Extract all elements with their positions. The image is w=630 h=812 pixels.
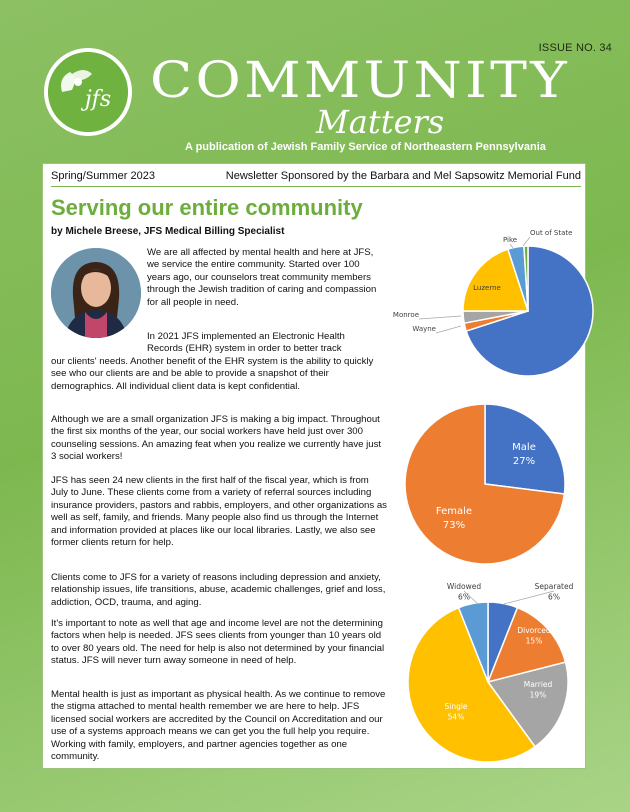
marital-status-pie-chart [378,569,583,764]
season-label: Spring/Summer 2023 [51,170,155,182]
article-paragraph: JFS has seen 24 new clients in the first half of the fiscal year, which is from July to June. These clients come from a variety of referral sources including insurance providers, pastors and rabbis, employers, and other organizations as well as self, family, and friends. Many people also find us through the Internet and information provided at places like our local libraries. Lastly, we also see former clients return for help. [51,475,387,549]
article-paragraph: Clients come to JFS for a variety of reasons including depression and anxiety, relationship issues, life transitions, abuse, academic challenges, grief and loss, addiction, OCD, trauma, and aging. [51,572,386,608]
logo-text: jfs [84,87,112,112]
tagline: A publication of Jewish Family Service of Northeastern Pennsylvania [185,141,546,153]
article-paragraph: We are all affected by mental health and here at JFS, we service the entire community. Started over 100 years ago, our counselors treat community members through the Jewish tradition of caring and compassion for all people in need. [147,247,377,308]
pie-label: Wayne [412,325,436,333]
pie-label: Divorced 15% [517,626,551,646]
leader-line [504,591,554,604]
pie-label: Married 19% [523,680,553,700]
pie-label: Widowed 6% [446,582,482,602]
article-paragraph: our clients' needs. Another benefit of the EHR system is the ability to quickly see who our clients are and be able to provide a snapshot of their demographics. All individual client data is kept confidential. [51,356,374,392]
pie-label: Out of State [530,229,573,237]
pie-label: Luzerne [473,284,501,292]
pie-label: Lackawanna [406,332,450,340]
article-paragraph: Mental health is just as important as physical health. As we continue to remove the stigma attached to mental health remember we are here to help. JFS licensed social workers are accredited by the Council on Accreditation and our use of a systems approach means we can get you the full help you require. Working with family, employers, and partner agencies together as one community. [51,689,386,763]
pie-label: Female 73% [435,506,473,531]
masthead-title [146,45,586,140]
article-paragraph: In 2021 JFS implemented an Electronic Health Records (EHR) system in order to better track [147,331,345,355]
article-byline: by Michele Breese, JFS Medical Billing Specialist [51,226,285,237]
jfs-logo-mark [48,52,128,132]
county-pie-chart [368,226,583,376]
pie-label: Single 54% [444,702,468,722]
pie-label: Monroe [392,311,419,319]
jfs-logo [44,48,132,136]
title-matters: Matters [316,103,445,140]
leader-line [523,237,530,246]
sponsor-label: Newsletter Sponsored by the Barbara and Mel Sapsowitz Memorial Fund [225,170,581,182]
pie-label: Separated 6% [534,582,574,602]
pie-label: Male 27% [512,442,536,467]
title-community: COMMUNITY [150,51,570,109]
gender-pie-chart [388,392,583,567]
newsletter-panel [42,163,586,769]
pie-label: Pike [502,236,518,244]
issue-number: ISSUE NO. 34 [538,42,612,54]
article-paragraph: It's important to note as well that age and income level are not the determining factors when help is needed. JFS sees clients from younger than 10 years old to over 80 years old. The need for help is also not determined by your financial status. JFS will never turn away someone in need of help. [51,618,385,667]
author-photo [51,248,141,338]
sponsor-row [51,168,581,187]
leader-line [419,316,461,319]
article-headline: Serving our entire community [51,195,363,220]
article-paragraph: Although we are a small organization JFS is making a big impact. Throughout the first six months of the year, our social workers have held just over 300 counseling sessions. An amazing feat when you realize we currently have just 3 social workers! [51,414,382,463]
